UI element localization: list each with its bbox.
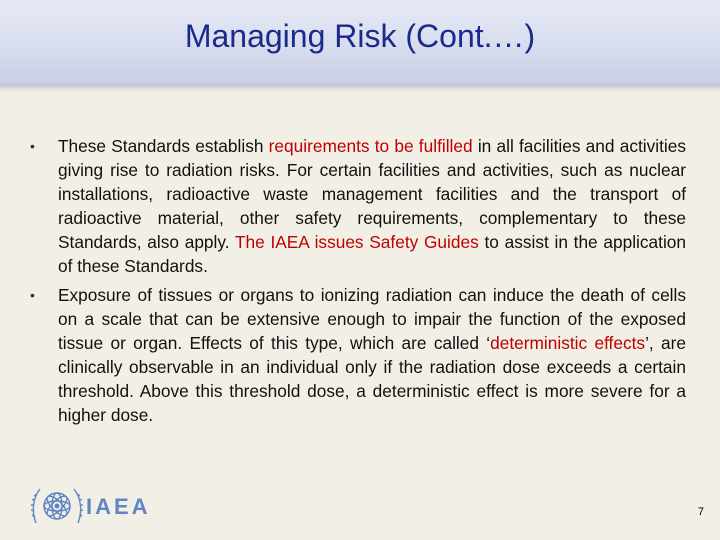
page-number: 7 [697,506,704,518]
bullet-item-1 [28,134,686,278]
bullet-text-segment: to assist in the application of these Standards. [58,232,686,276]
bullet-text-segment: in all facilities and activities giving rise to radiation risks. For certain facilities and activities, such as nuclear installations, radioactive waste management facilities and the transport of radioactive material, other safety requirements, complementary to these Standards, also apply. [58,136,686,252]
bullet-text-segment: These Standards establish [58,136,269,156]
bullet-item-2 [28,283,686,427]
header-shadow [0,84,720,92]
bullet-icon: • [30,138,35,154]
slide-body [28,134,686,432]
emphasis-text-deterministic-effects: deterministic effects [490,333,646,353]
bullet-icon: • [30,287,35,303]
bullet-text-segment: ’, are clinically observable in an individual only if the radiation dose exceeds a certain threshold. Above this threshold dose, a deterministic effect is more severe for a higher dose. [58,333,686,425]
slide-title: Managing Risk (Cont.…) [184,18,536,54]
emphasis-text-requirements: requirements to be fulfilled [268,136,473,156]
iaea-logo-text: IAEA [86,494,151,519]
emphasis-text-safety-guides: The IAEA issues Safety Guides [234,232,479,252]
bullet-text-segment: Exposure of tissues or organs to ionizing radiation can induce the death of cells on a scale that can be extensive enough to impair the function of the exposed tissue or organ. Effects of this type, which are called ‘ [58,285,686,353]
